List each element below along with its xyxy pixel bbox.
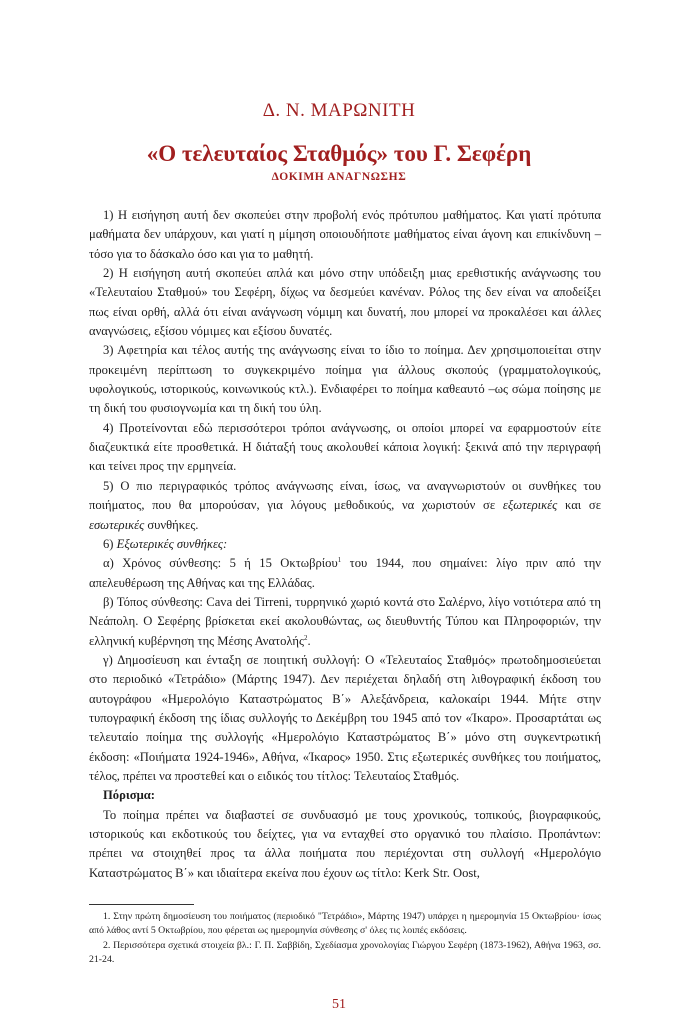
porisma-heading: Πόρισμα: [103,788,155,803]
paragraph-5-text-a: 5) Ο πιο περιγραφικός τρόπος ανάγνωσης είναι, ίσως, να αναγνωριστούν οι συνθήκες του ποιήματος, που θα μπορούσαν, για λόγους μεθοδικούς, να χωριστούν σε [89,478,601,513]
paragraph-c: γ) Δημοσίευση και ένταξη σε ποιητική συλλογή: Ο «Τελευταίος Σταθμός» πρωτοδημοσιεύεται στο περιοδικό «Τετράδιο» (Μάρτης 1947). Δεν περιέχεται δηλαδή στη λιθογραφική έκδοση του αυτογράφου «Ημερολόγιο Καταστρώματος Β΄» Αλεξάνδρεια, καλοκαίρι 1944. Μήτε στην τυπογραφική έκδοση της ίδιας συλλογής το Δεκέμβρη του 1945 από τον «Ίκαρο». Προσαρτάται ως τελευταίο ποίημα της συλλογής «Ημερολόγιο Καταστρώματος Β΄» μόνο στη συγκεντρωτική έκδοση: «Ποιήματα 1924-1946», Αθήνα, «Ίκαρος» 1950. Στις εξωτερικές συνθήκες του ποιήματος, τέλος, πρέπει να προστεθεί και ο ειδικός του τίτλος: Τελευταίος Σταθμός. [89,652,601,783]
porisma-paragraph: Το ποίημα πρέπει να διαβαστεί σε συνδυασμό με τους χρονικούς, τοπικούς, βιογραφικούς, ιστορικούς και εκδοτικούς του δείχτες, για να ενταχθεί στο οργανικό του πλαίσιο. Προπάντων: πρέπει να στοιχηθεί προς τα άλλα ποιήματα που περιέχονται στη συλλογή «Ημερολόγιο Καταστρώματος Β΄» και ιδιαίτερα εκείνα που έχουν ως τίτλο: Kerk Str. Oost, [89,807,601,880]
paragraph-b-text-a: β) Τόπος σύνθεσης: Cava dei Tirreni, τυρρηνικό χωριό κοντά στο Σαλέρνο, λίγο νοτιότερα από τη Νεάπολη. Ο Σεφέρης βρίσκεται εκεί ακολουθώντας, ως διευθυντής Τύπου και Πληροφοριών, την ελληνική κυβέρνηση της Μέσης Ανατολής [89,594,601,648]
paragraph-2: 2) Η εισήγηση αυτή σκοπεύει απλά και μόνο στην υπόδειξη μιας ερεθιστικής ανάγνωσης του «Τελευταίου Σταθμού» του Σεφέρη, δίχως να δεσμεύει κανέναν. Ρόλος της δεν είναι να αποδείξει πως είναι ορθή, αλλά ότι είναι ανάγνωση νόμιμη και δυνατή, που μπορεί να προκαλέσει και άλλες αναγνώσεις, εξίσου νόμιμες και εξίσου δυνατές. [89,266,601,339]
paragraph-6-number: 6) [103,536,117,551]
paragraph-5-text-c: συνθήκες. [144,517,199,532]
paragraph-5-text-b: και σε [557,498,601,513]
paragraph-b [89,593,601,651]
footnote-ref-2[interactable]: 2 [303,633,308,642]
footnote-ref-1[interactable]: 1 [337,556,342,564]
author-name: Δ. Ν. ΜΑΡΩΝΙΤΗ [262,100,416,121]
paragraph-5-external-term: εξωτερικές [502,498,558,513]
paragraph-5-internal-term: εσωτερικές [89,517,145,532]
paragraph-6 [89,535,601,554]
paragraph-a-text-a: α) Χρόνος σύνθεσης: 5 ή 15 Οκτωβρίου [103,556,338,571]
paragraph-3: 3) Αφετηρία και τέλος αυτής της ανάγνωσης είναι το ίδιο το ποίημα. Δεν χρησιμοποιείται στην προκειμένη περίπτωση το συγκεκριμένο ποίημα για άλλους σκοπούς (γραμματολογικούς, υφολογικούς, ιστορικούς, κοινωνικούς κτλ.). Ενδιαφέρει το ποίημα καθεαυτό –ως σώμα ποίησης με τη δική του φυσιογνωμία και τη δική του ύλη. [89,343,601,416]
paragraph-1: 1) Η εισήγηση αυτή δεν σκοπεύει στην προβολή ενός πρότυπου μαθήματος. Και γιατί πρότυπα μαθήματα δεν υπάρχουν, και γιατί η μίμηση οποιουδήποτε μαθήματος είναι άγονη και επικίνδυνη –τόσο για το δάσκαλο όσο και για το μαθητή. [89,208,601,261]
footnote-1: 1. Στην πρώτη δημοσίευση του ποιήματος (περιοδικό "Τετράδιο», Μάρτης 1947) υπάρχει η ημερομηνία 15 Οκτωβρίου· ίσως από λάθος αντί 5 Οκτωβρίου, που φέρεται ως ημερομηνία σύνθεσης σ' όλες τις λοιπές εκδόσεις. [89,911,601,936]
footnote-divider [89,904,194,905]
paragraph-a-text-b: του 1944, που σημαίνει: λίγο πριν από την απελευθέρωση της Αθήνας και της Ελλάδας. [89,556,602,590]
article-body [89,206,601,883]
paragraph-b-text-b: . [307,633,311,648]
paragraph-5 [89,477,601,535]
article-title: «Ο τελευταίος Σταθμός» του Γ. Σεφέρη [146,141,532,166]
paragraph-a [89,554,601,593]
article-subtitle: ΔΟΚΙΜΗ ΑΝΑΓΝΩΣΗΣ [271,171,407,183]
footnote-2: 2. Περισσότερα σχετικά στοιχεία βλ.: Γ. Π. Σαββίδη, Σχεδίασμα χρονολογίας Γιώργου Σεφέρη (1873-1962), Αθήνα 1963, σσ. 21-24. [89,940,601,965]
paragraph-6-label: Εξωτερικές συνθήκες: [116,536,228,551]
footnotes [89,910,601,968]
page-number: 51 [332,997,346,1012]
paragraph-4: 4) Προτείνονται εδώ περισσότεροι τρόποι ανάγνωσης, οι οποίοι μπορεί να εφαρμοστούν είτε διαζευκτικά είτε προσθετικά. Η διάταξή τους ακολουθεί κάποια λογική: ξεκινά από την περιγραφή και τείνει προς την ερμηνεία. [89,420,601,474]
